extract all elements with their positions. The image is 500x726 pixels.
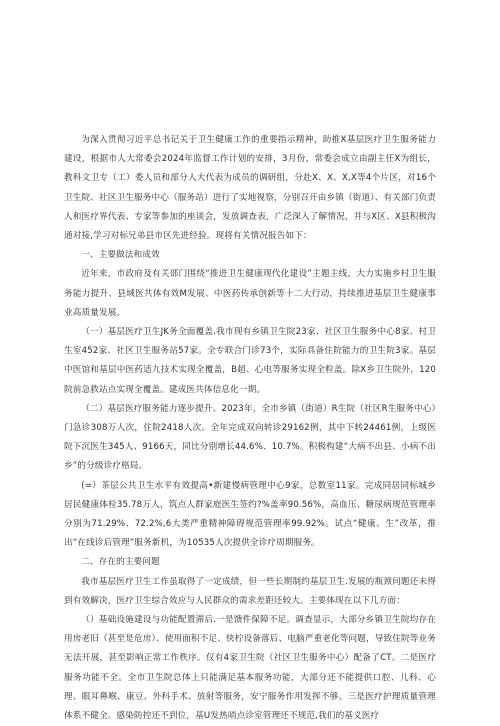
- public-health-paragraph: (=）茶层公共卫生水平有效提高•新建慢病管理中心9家，总数室11家。完成同居同标城乡居民健康体检35.78万人，筑点人群家庭医生签约?%盖率90.56%，高血压、糖尿病规范管理率分别为71.29%、72.2%,6大类严重精神障碍规范管理率99.92%。试点“健康。生”改革，推出“在线诊后管理”服务新机，为10535人次提供全诊疗周期服务。: [64, 480, 436, 549]
- coverage-paragraph: （一）基层医疗卫生JK务全面覆盖.我市现有乡镇卫生院23家、社区卫生服务中心8家、村卫生室452家、社区卫生服务站57家。全专联合门诊73个，实际具备住院能力的卫生院3家。基层中医馆和基层中医药适九技术实现全覆盖，B超、心电等服务实现全粒盖。除X乡卫生院外，120院前急救站点实现全覆盖。建成医共体信息化一期。: [64, 327, 436, 395]
- section-heading-achievements: 一、主要做法和成效: [81, 250, 160, 261]
- intro-paragraph: 为深入贯彻习近平总书记关于卫生健康工作的重要指示精神，助推X基层医疗卫生服务能力建设，根据市人大常委会2024年监督工作计划的安排，3月份，常委会成立由副主任X为组长，教科文卫专（工）委人员和部分人大代表为成员的调研组，分赴X、X、X,X等4个片区，对16个卫生院、社区卫生服务中心（服务站）进行了实地视察，分别召开由乡镇（街道）、有关部门负责人和医疗界代表、专家等参加的座谈会，发放调查表，广泛深入了解情况，并与X区、X县积极沟通对接,学习对标兄弟县市区先进经验。现将有关情况报告如下：: [64, 135, 436, 242]
- section-heading-problems: 二、存在的主要问题: [81, 557, 160, 568]
- problems-intro-paragraph: 我市基层医疗卫生工作虽取得了一定成绩，但一些长期制约基层卫生.发展的瓶颈问题还未得到有效解决，医疗卫生综合效应与人民群众的需求差距还较大。主要体现在以下几方面：: [64, 576, 436, 606]
- overview-paragraph: 近年来，市政府及有关部门围绕“推进卫生健康现代化建设”主题主线，大力实施乡村卫生服务能力提升、县域医共体有效M发展、中医药传承创新等十二大行动，持续推进基层卫生健康事业高质量发展。: [64, 269, 436, 318]
- document-body: [64, 131, 436, 726]
- infrastructure-paragraph: （）基础设施建设与功能配置滞后.一是馈件保障不足。调查显示，大部分乡镇卫生院均存在用房老旧（甚至是危房）、使用面积不足、快柠设备落后、电脑严重老化等问题，导致住院等业务无法开展，甚至影响正常工作秩序。仅有4家卫生院（社区卫生服务中心）配备了CT。二是医疗服务功能不全。全市卫生院总体上只能满足基本服务功能，大部分还不能提供口腔、儿科、心理、眼耳鼻喉、康豆、外科手术、放射等服务，安宁服务作用发挥不够。三是医疗护理质量管理体系不健全。感染防控还不到位，基U发热哨点诊室管理还不规范,我们的基义医疗: [64, 615, 436, 722]
- capacity-paragraph: （二）基层医疗服务能力逐步提升。2023年，全市乡镇（街道）R生院（社区R生服务中心）门急诊308万人次，住院2418人次。全年完成双向转诊29162例，其中下转24461例，上级医院下沉医生345人、9166天，同比分别增长44.6%、10.7%。积极构建“大病不出县、小病不出乡”的分级诊疗格局。: [64, 403, 436, 472]
